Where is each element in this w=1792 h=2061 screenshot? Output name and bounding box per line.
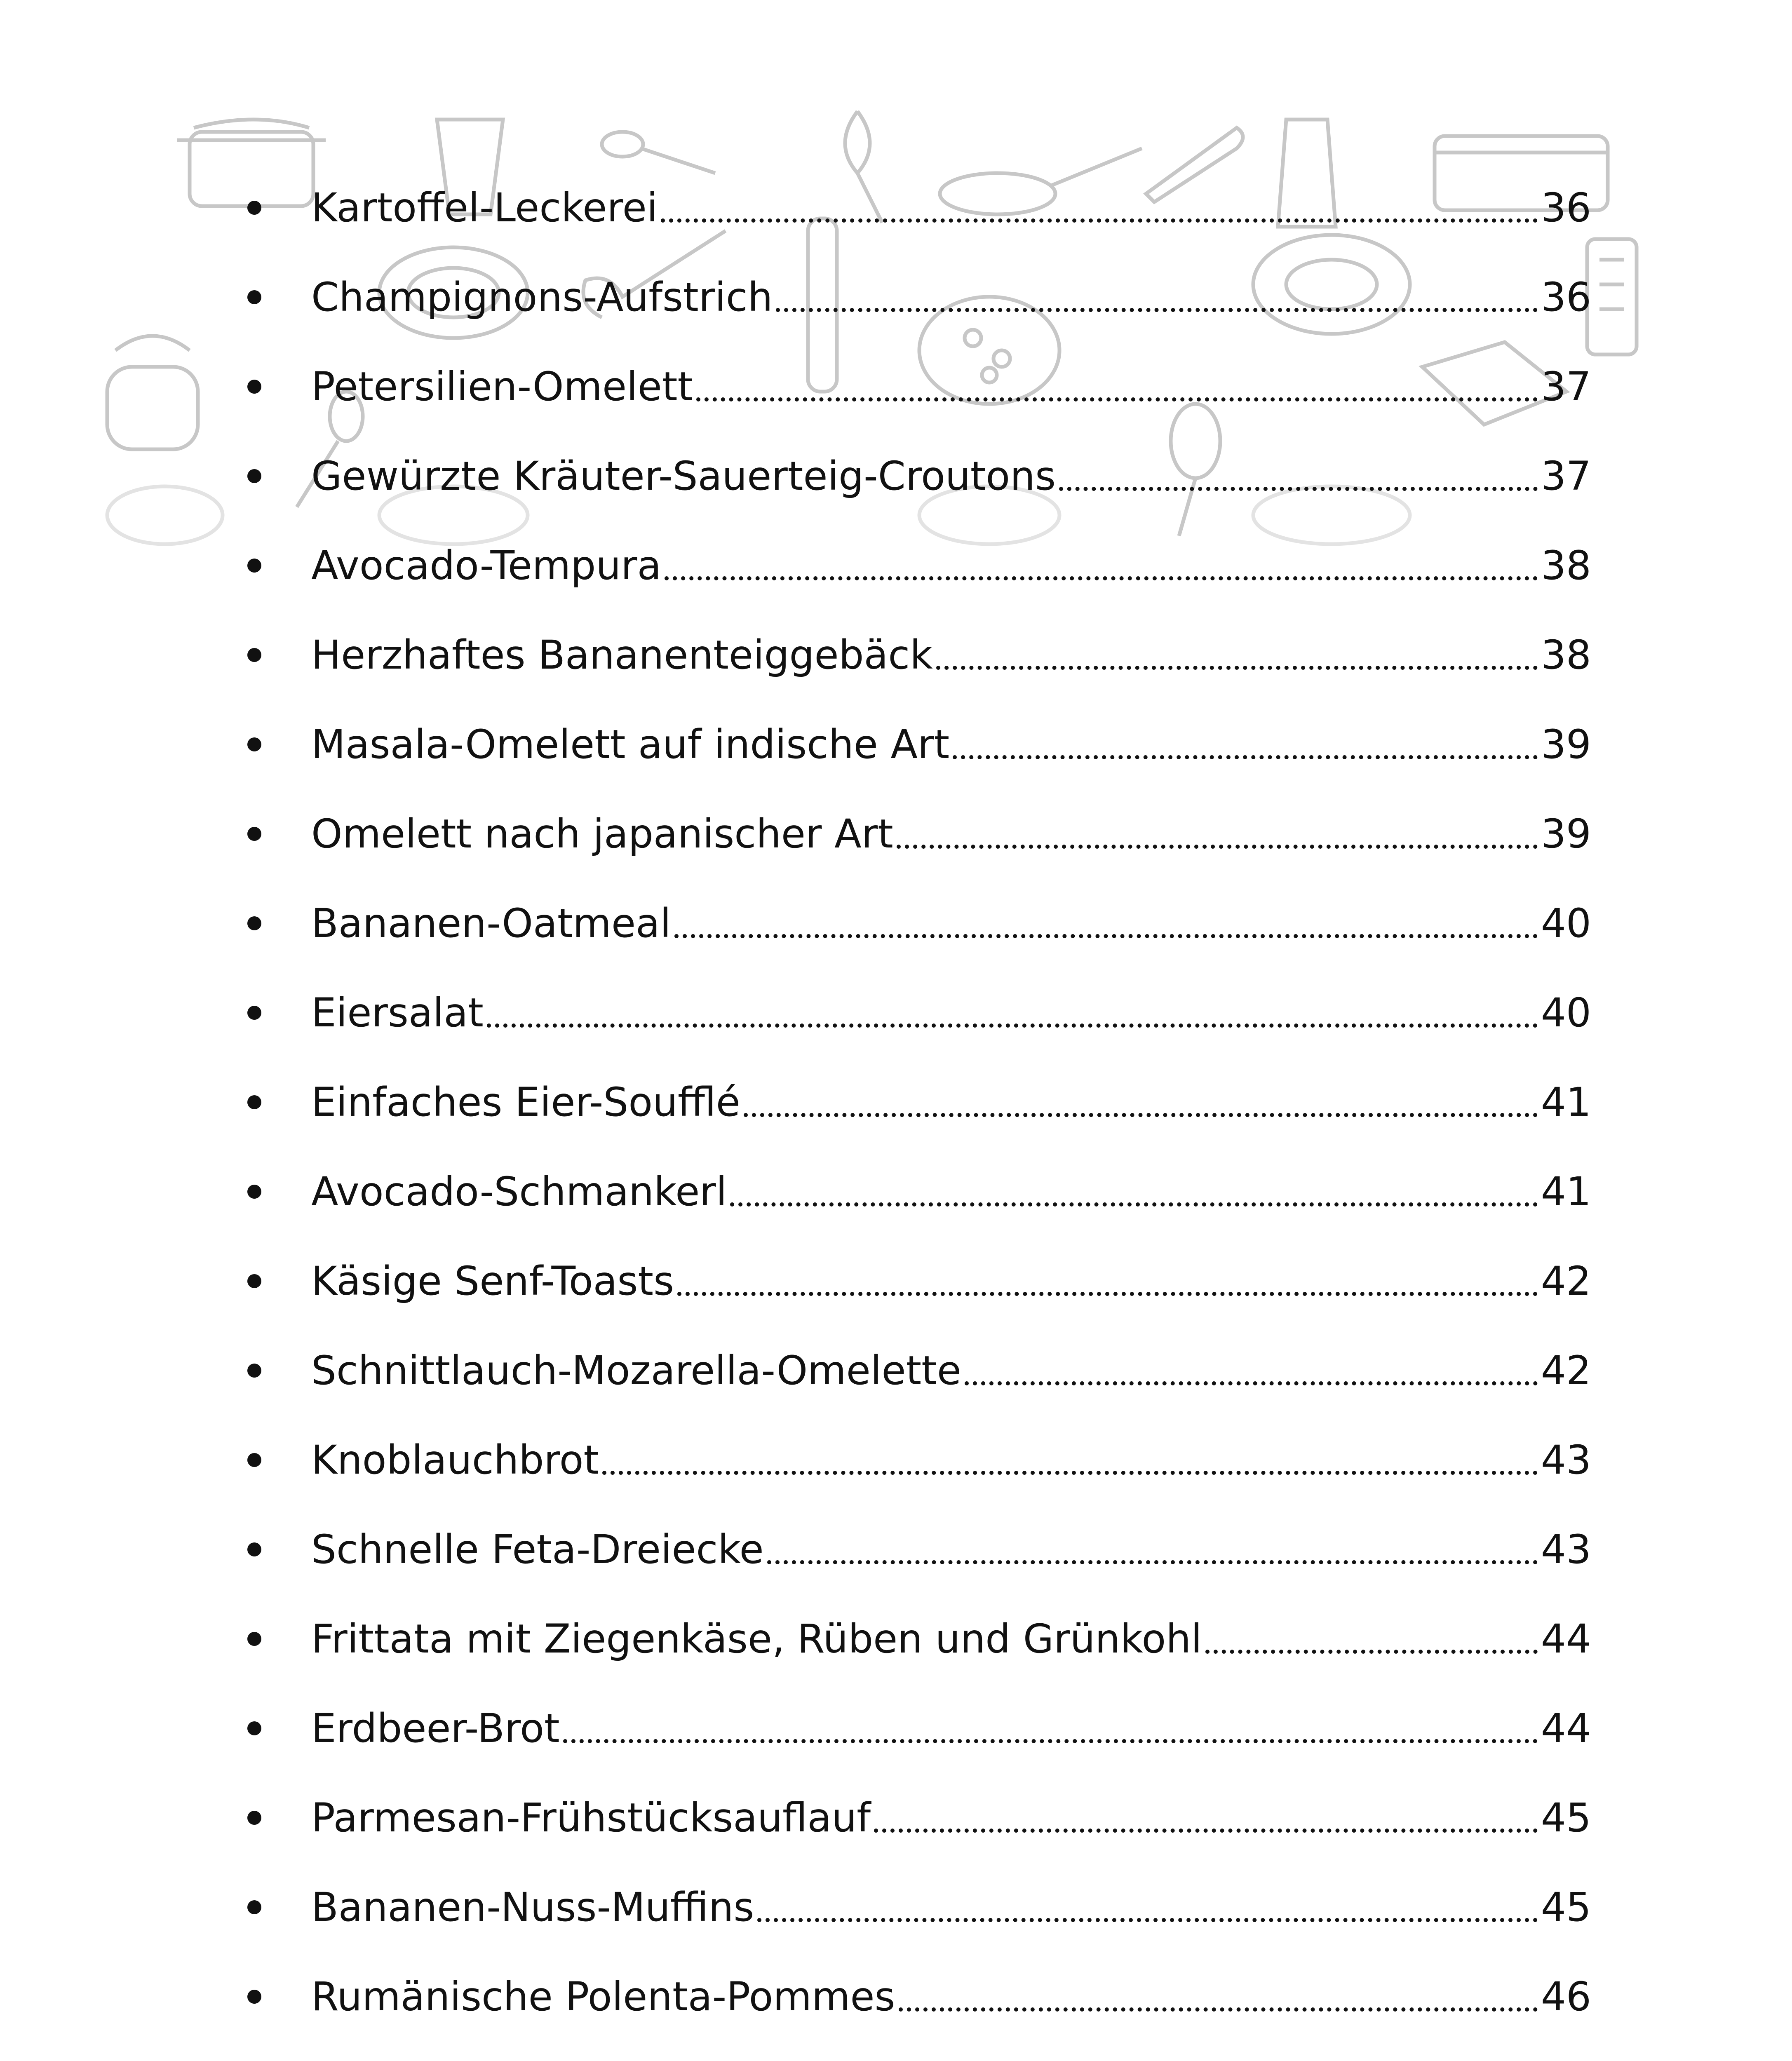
toc-entry-title: Rumänische Polenta-Pommes bbox=[311, 1973, 895, 2020]
dot-leader bbox=[953, 755, 1538, 759]
toc-entry-title: Masala-Omelett auf indische Art bbox=[311, 721, 950, 768]
toc-entry[interactable] bbox=[214, 1326, 1591, 1415]
toc-entry[interactable] bbox=[214, 1057, 1591, 1147]
toc-entry[interactable] bbox=[214, 1862, 1591, 1952]
dot-leader bbox=[767, 1560, 1538, 1564]
toc-entry[interactable] bbox=[214, 700, 1591, 789]
toc-entry-page: 41 bbox=[1541, 1168, 1591, 1215]
toc-entry-title: Frittata mit Ziegenkäse, Rüben und Grünkohl bbox=[311, 1615, 1202, 1662]
toc-entry-title: Kartoffel-Leckerei bbox=[311, 184, 658, 231]
dot-leader bbox=[899, 2007, 1538, 2012]
toc-entry[interactable] bbox=[214, 1147, 1591, 1236]
toc-entry-page: 45 bbox=[1541, 1794, 1591, 1841]
toc-entry[interactable] bbox=[214, 878, 1591, 968]
dot-leader bbox=[602, 1471, 1538, 1475]
bullet-icon bbox=[247, 1721, 261, 1735]
dot-leader bbox=[936, 666, 1538, 670]
bullet-icon bbox=[247, 1632, 261, 1646]
toc-entry[interactable] bbox=[214, 1594, 1591, 1683]
dot-leader bbox=[674, 934, 1538, 938]
dot-leader bbox=[730, 1202, 1537, 1207]
bullet-icon bbox=[247, 1095, 261, 1109]
toc-entry[interactable] bbox=[214, 2041, 1591, 2061]
toc-entry-page: 45 bbox=[1541, 1884, 1591, 1930]
grater-icon bbox=[1587, 239, 1637, 354]
toc-entry-title: Herzhaftes Bananenteiggebäck bbox=[311, 631, 933, 678]
toc-entry-title: Avocado-Tempura bbox=[311, 542, 662, 589]
toc-entry-title: Eiersalat bbox=[311, 989, 484, 1036]
toc-entry[interactable] bbox=[214, 968, 1591, 1057]
toc-entry[interactable] bbox=[214, 342, 1591, 431]
toc-entry-title: Käsige Senf-Toasts bbox=[311, 1258, 674, 1304]
toc-entry-page: 39 bbox=[1541, 810, 1591, 857]
dot-leader bbox=[1059, 487, 1538, 491]
toc-entry[interactable] bbox=[214, 1952, 1591, 2041]
bullet-icon bbox=[247, 827, 261, 841]
toc-entry-page: 44 bbox=[1541, 1705, 1591, 1751]
dot-leader bbox=[776, 308, 1537, 312]
toc-entry-title: Parmesan-Frühstücksauflauf bbox=[311, 1794, 871, 1841]
toc-entry[interactable] bbox=[214, 1415, 1591, 1505]
toc-entry[interactable] bbox=[214, 252, 1591, 342]
toc-entry[interactable] bbox=[214, 789, 1591, 878]
toc-entry-page: 42 bbox=[1541, 1347, 1591, 1394]
bullet-icon bbox=[247, 201, 261, 215]
bullet-icon bbox=[247, 1990, 261, 2004]
bullet-icon bbox=[247, 1542, 261, 1556]
dot-leader bbox=[757, 1918, 1537, 1922]
dot-leader bbox=[1205, 1650, 1538, 1654]
toc-entry-page: 38 bbox=[1541, 631, 1591, 678]
bullet-icon bbox=[247, 380, 261, 394]
dot-leader bbox=[677, 1292, 1538, 1296]
toc-entry-page: 44 bbox=[1541, 1615, 1591, 1662]
toc-entry-title: Bananen-Nuss-Muffins bbox=[311, 1884, 754, 1930]
bullet-icon bbox=[247, 1811, 261, 1825]
dot-leader bbox=[563, 1739, 1538, 1743]
bullet-icon bbox=[247, 1185, 261, 1199]
dot-leader bbox=[874, 1829, 1538, 1833]
toc-entry-title: Petersilien-Omelett bbox=[311, 363, 693, 410]
bullet-icon bbox=[247, 1900, 261, 1914]
toc-entry-page: 38 bbox=[1541, 542, 1591, 589]
toc-entry-page: 39 bbox=[1541, 721, 1591, 768]
toc-entry-page: 40 bbox=[1541, 989, 1591, 1036]
toc-entry-title: Einfaches Eier-Soufflé bbox=[311, 1079, 740, 1125]
toc-entry-page: 37 bbox=[1541, 453, 1591, 499]
dot-leader bbox=[661, 218, 1537, 223]
toc-entry[interactable] bbox=[214, 1236, 1591, 1326]
toc-entry[interactable] bbox=[214, 1683, 1591, 1773]
dot-leader bbox=[665, 576, 1537, 580]
bullet-icon bbox=[247, 737, 261, 751]
toc-entry-page: 42 bbox=[1541, 1258, 1591, 1304]
dot-leader bbox=[965, 1381, 1538, 1385]
bullet-icon bbox=[247, 1453, 261, 1467]
toc-entry-page: 46 bbox=[1541, 1973, 1591, 2020]
bullet-icon bbox=[247, 1274, 261, 1288]
dot-leader bbox=[487, 1023, 1538, 1028]
toc-entry[interactable] bbox=[214, 1505, 1591, 1594]
toc-entry-page: 40 bbox=[1541, 900, 1591, 946]
toc-entry-page: 36 bbox=[1541, 184, 1591, 231]
dot-leader bbox=[696, 397, 1538, 401]
toc-entry[interactable] bbox=[214, 521, 1591, 610]
toc-entry-title: Champignons-Aufstrich bbox=[311, 274, 773, 320]
bullet-icon bbox=[247, 559, 261, 573]
pot-icon bbox=[107, 336, 198, 449]
toc-entry[interactable] bbox=[214, 1773, 1591, 1862]
toc-entry-title: Avocado-Schmankerl bbox=[311, 1168, 727, 1215]
bullet-icon bbox=[247, 916, 261, 930]
toc-entry-title: Bananen-Oatmeal bbox=[311, 900, 671, 946]
toc-entry-title: Knoblauchbrot bbox=[311, 1437, 599, 1483]
toc-entry[interactable] bbox=[214, 163, 1591, 252]
bullet-icon bbox=[247, 648, 261, 662]
bullet-icon bbox=[247, 1364, 261, 1378]
toc-entry-page: 43 bbox=[1541, 1526, 1591, 1573]
dot-leader bbox=[897, 845, 1538, 849]
toc-entry-title: Schnelle Feta-Dreiecke bbox=[311, 1526, 764, 1573]
toc-entry[interactable] bbox=[214, 610, 1591, 700]
toc-entry-title: Erdbeer-Brot bbox=[311, 1705, 560, 1751]
toc-entry-title: Gewürzte Kräuter-Sauerteig-Croutons bbox=[311, 453, 1056, 499]
table-of-contents bbox=[214, 163, 1591, 2061]
toc-entry-page: 36 bbox=[1541, 274, 1591, 320]
toc-entry-title: Schnittlauch-Mozarella-Omelette bbox=[311, 1347, 961, 1394]
bullet-icon bbox=[247, 1006, 261, 1020]
dot-leader bbox=[744, 1113, 1538, 1117]
bullet-icon bbox=[247, 290, 261, 304]
toc-entry[interactable] bbox=[214, 431, 1591, 521]
bullet-icon bbox=[247, 469, 261, 483]
toc-entry-page: 41 bbox=[1541, 1079, 1591, 1125]
toc-entry-page: 43 bbox=[1541, 1437, 1591, 1483]
toc-entry-title: Omelett nach japanischer Art bbox=[311, 810, 893, 857]
toc-entry-page: 37 bbox=[1541, 363, 1591, 410]
